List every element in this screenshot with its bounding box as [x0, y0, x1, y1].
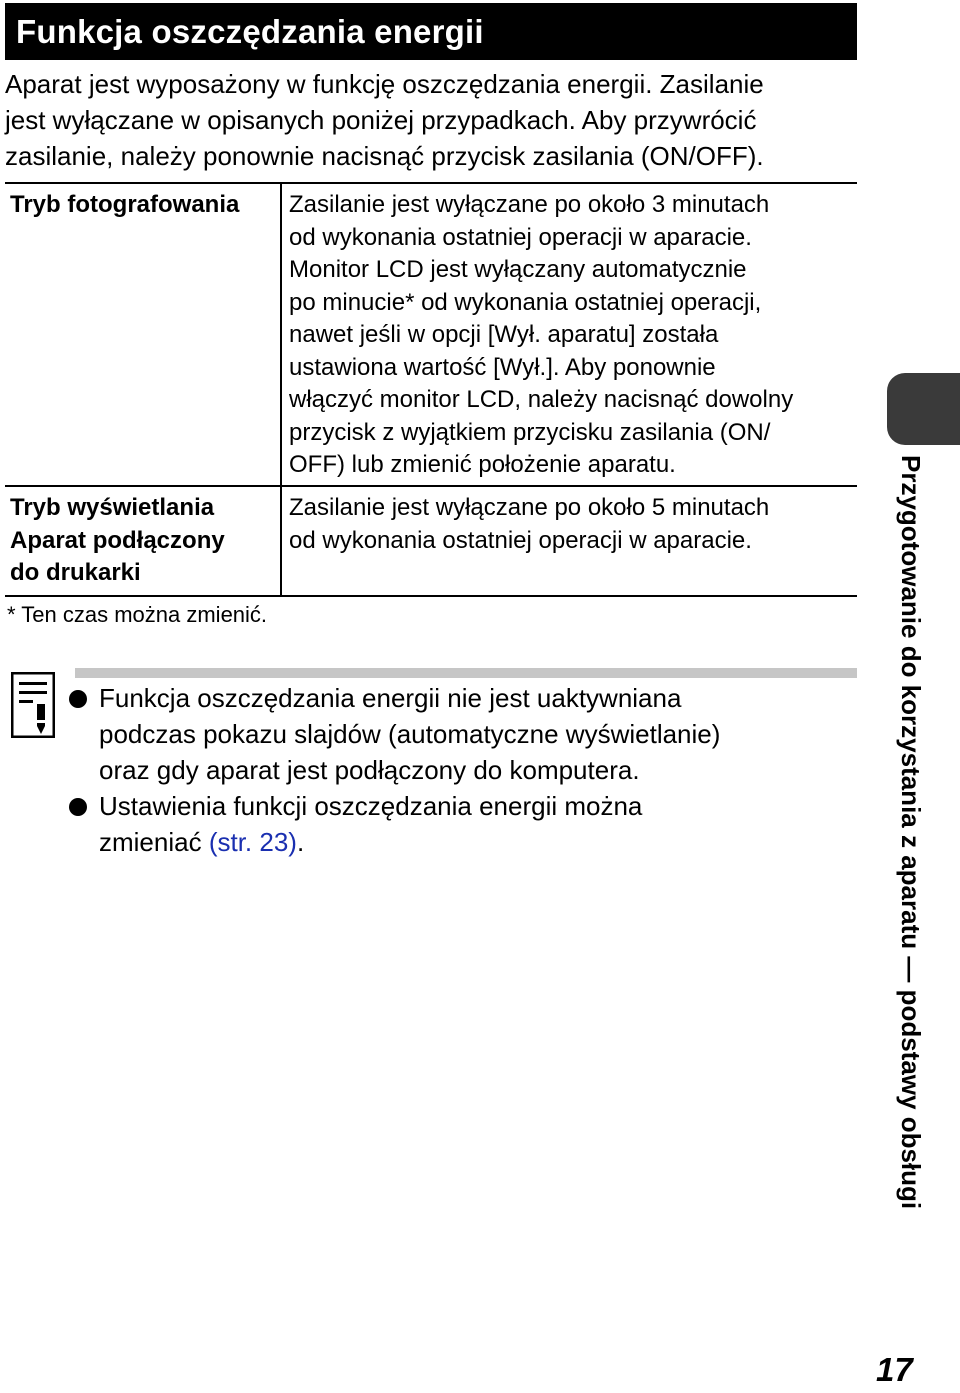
- table-bottom-border: [5, 595, 857, 597]
- chapter-tab-marker: [887, 373, 960, 445]
- row-desc-line: OFF) lub zmienić położenie aparatu.: [289, 451, 676, 478]
- bullet-line: podczas pokazu slajdów (automatyczne wyświetlanie): [99, 719, 721, 749]
- page-reference-link[interactable]: (str. 23): [208, 827, 297, 857]
- note-divider: [75, 668, 857, 678]
- bullet-text: .: [296, 827, 305, 857]
- row-desc-line: nawet jeśli w opcji [Wył. aparatu] została: [289, 321, 719, 348]
- row-label-line: Tryb wyświetlania: [10, 494, 215, 521]
- row-desc-line: ustawiona wartość [Wył.]. Aby ponownie: [289, 353, 716, 381]
- bullet-line: Funkcja oszczędzania energii nie jest uaktywniana: [99, 683, 682, 713]
- bullet-icon: [69, 690, 87, 708]
- intro-line: Aparat jest wyposażony w funkcję oszczędzania energii. Zasilanie: [5, 69, 764, 99]
- page-title: Funkcja oszczędzania energii: [5, 3, 857, 60]
- note-bullets: [67, 680, 720, 860]
- table-row-desc-playback: [289, 492, 769, 557]
- chapter-side-label: [891, 455, 931, 1265]
- row-desc-line: od wykonania ostatniej operacji w aparacie.: [289, 526, 752, 554]
- row-desc-line: po minucie* od wykonania ostatniej operacji,: [289, 288, 762, 316]
- note-pencil-icon: [11, 672, 55, 738]
- bullet-line: Ustawienia funkcji oszczędzania energii można: [99, 791, 643, 821]
- table-top-border: [5, 182, 857, 184]
- table-row-label-shooting: [10, 189, 239, 222]
- row-desc-line: Monitor LCD jest wyłączany automatycznie: [289, 256, 747, 283]
- row-label-line: do drukarki: [10, 559, 141, 586]
- footnote: * Ten czas można zmienić.: [7, 602, 268, 627]
- intro-paragraph: [5, 66, 855, 174]
- row-desc-line: od wykonania ostatniej operacji w aparacie.: [289, 223, 752, 251]
- row-label-line: Aparat podłączony: [10, 526, 225, 554]
- page-number: 17: [876, 1351, 913, 1388]
- table-column-divider: [280, 183, 282, 596]
- bullet-line: oraz gdy aparat jest podłączony do komputera.: [99, 755, 640, 785]
- row-desc-line: Zasilanie jest wyłączane po około 5 minutach: [289, 494, 770, 521]
- row-desc-line: Zasilanie jest wyłączane po około 3 minutach: [289, 191, 770, 218]
- bullet-line: [99, 824, 720, 860]
- table-row-divider: [5, 485, 857, 487]
- intro-line: jest wyłączane w opisanych poniżej przypadkach. Aby przywrócić: [5, 105, 757, 135]
- row-label-line: Tryb fotografowania: [10, 191, 240, 218]
- intro-line: zasilanie, należy ponownie nacisnąć przycisk zasilania (ON/OFF).: [5, 141, 764, 171]
- table-row-desc-shooting: [289, 189, 793, 482]
- bullet-icon: [69, 798, 87, 816]
- table-row-label-playback: [10, 492, 225, 590]
- chapter-side-text: Przygotowanie do korzystania z aparatu — podstawy obsługi: [896, 455, 926, 1210]
- list-item: [67, 680, 720, 788]
- row-desc-line: przycisk z wyjątkiem przycisku zasilania (ON/: [289, 418, 771, 446]
- row-desc-line: włączyć monitor LCD, należy nacisnąć dowolny: [289, 386, 794, 413]
- bullet-text: zmieniać: [99, 827, 209, 857]
- list-item: [67, 788, 720, 860]
